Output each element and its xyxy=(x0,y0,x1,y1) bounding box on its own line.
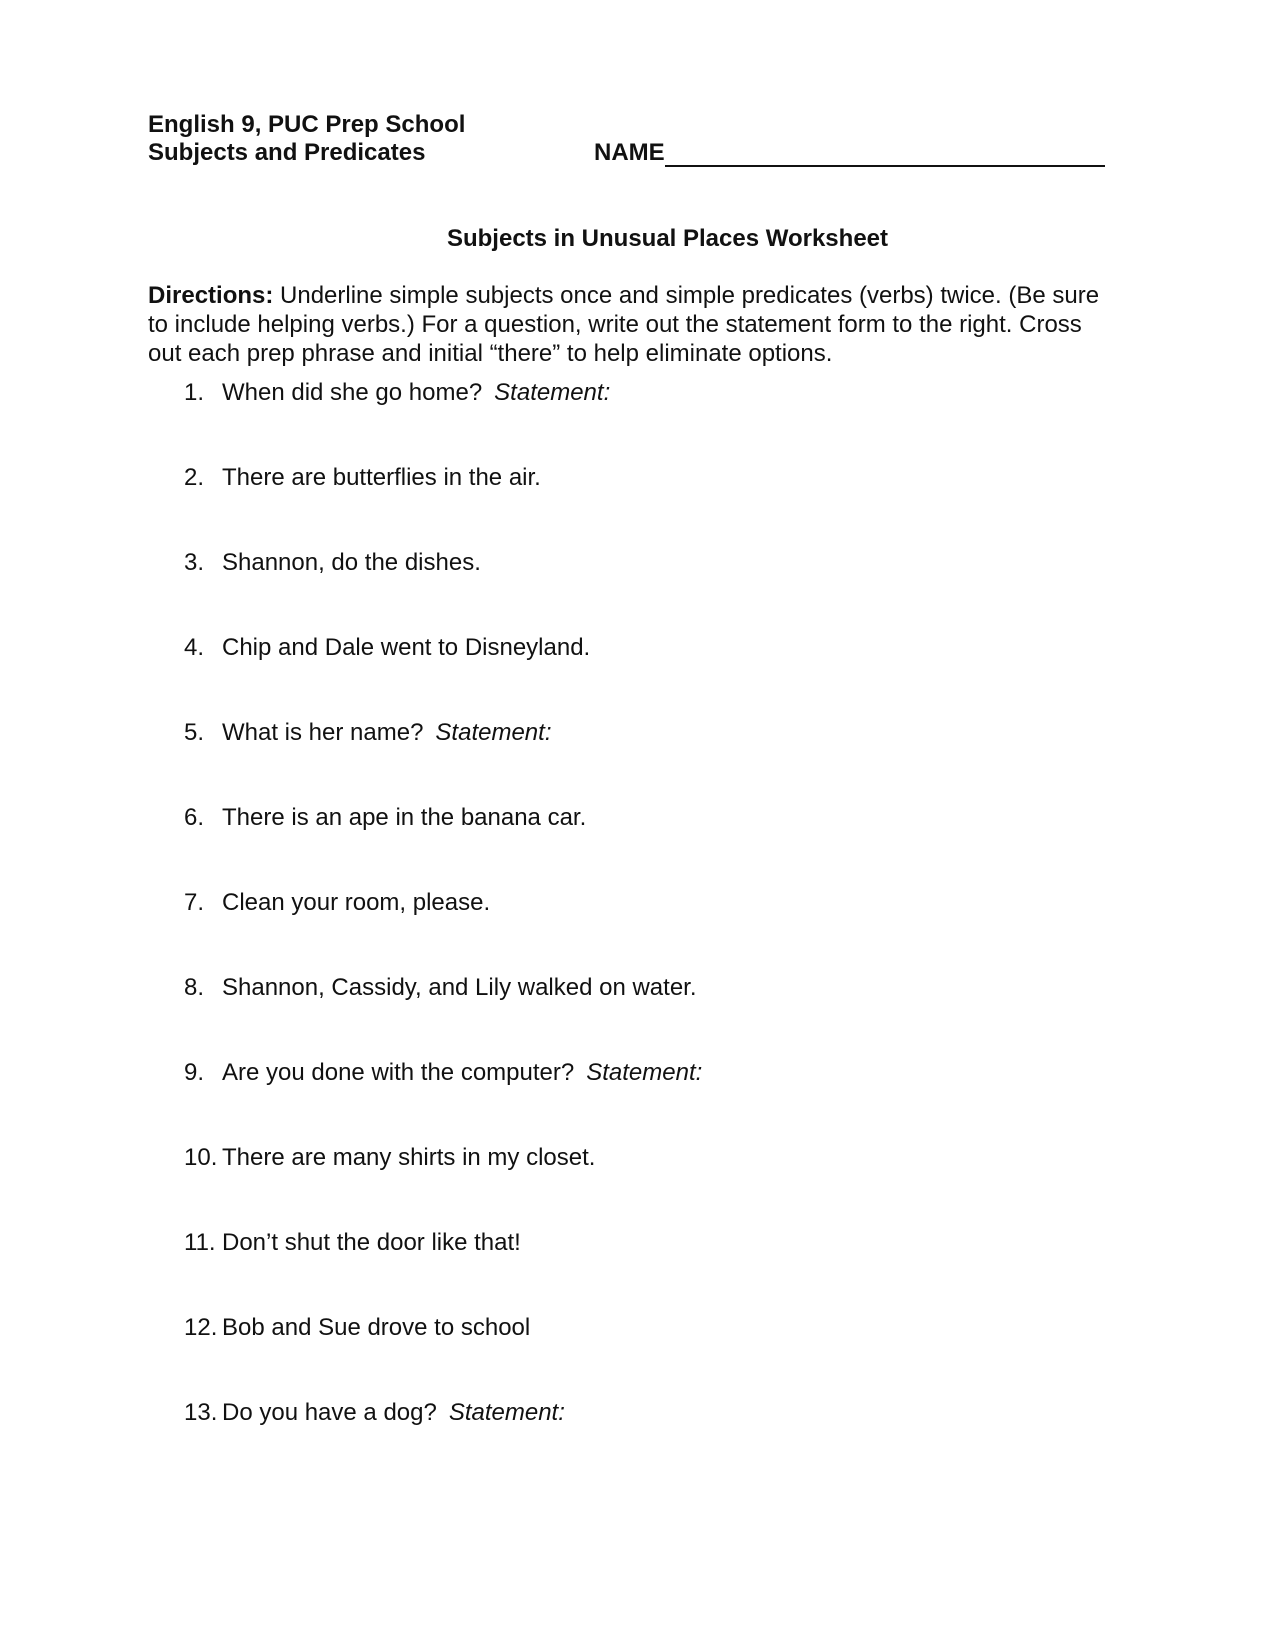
question-text: Bob and Sue drove to school xyxy=(222,1314,531,1341)
question-text: Chip and Dale went to Disneyland. xyxy=(222,634,591,661)
question-number: 3. xyxy=(184,549,205,576)
topic-heading: Subjects and Predicates xyxy=(148,139,426,166)
statement-label: Statement: xyxy=(494,379,611,406)
question-number: 1. xyxy=(184,379,205,406)
question-item xyxy=(184,1314,530,1342)
question-text: When did she go home? xyxy=(222,379,483,406)
statement-label: Statement: xyxy=(435,719,552,746)
question-item xyxy=(184,804,586,832)
question-item xyxy=(184,889,490,917)
question-item xyxy=(184,719,551,747)
question-number: 12. xyxy=(184,1314,218,1341)
question-text: Do you have a dog? xyxy=(222,1399,437,1426)
question-text: Shannon, Cassidy, and Lily walked on water. xyxy=(222,974,697,1001)
question-text: What is her name? xyxy=(222,719,424,746)
question-number: 10. xyxy=(184,1144,218,1171)
worksheet-title: Subjects in Unusual Places Worksheet xyxy=(446,225,889,252)
question-item xyxy=(184,1229,521,1257)
question-text: There is an ape in the banana car. xyxy=(222,804,587,831)
statement-label: Statement: xyxy=(448,1399,565,1426)
question-item xyxy=(184,464,541,492)
question-number: 11. xyxy=(184,1229,216,1256)
question-number: 13. xyxy=(184,1399,218,1426)
question-number: 6. xyxy=(184,804,205,831)
question-number: 5. xyxy=(184,719,205,746)
question-text: Don’t shut the door like that! xyxy=(222,1229,521,1256)
question-item xyxy=(184,1399,565,1427)
directions-label: Directions: xyxy=(148,282,274,309)
question-text: There are many shirts in my closet. xyxy=(222,1144,596,1171)
question-item xyxy=(184,1059,702,1087)
question-number: 9. xyxy=(184,1059,205,1086)
course-heading: English 9, PUC Prep School xyxy=(148,111,466,138)
question-item xyxy=(184,634,590,662)
question-number: 4. xyxy=(184,634,205,661)
question-number: 2. xyxy=(184,464,205,491)
question-item xyxy=(184,1144,595,1172)
question-text: There are butterflies in the air. xyxy=(222,464,541,491)
question-item xyxy=(184,974,697,1002)
question-text: Shannon, do the dishes. xyxy=(222,549,481,576)
name-label: NAME xyxy=(594,139,665,166)
question-text: Are you done with the computer? xyxy=(222,1059,575,1086)
question-item xyxy=(184,379,610,407)
directions-text: Underline simple subjects once and simple predicates (verbs) twice. (Be sure to include helping verbs.) For a question, write out the statement form to the right. Cross out each prep phrase and initial “there” to help eliminate options. xyxy=(148,282,1100,367)
statement-label: Statement: xyxy=(586,1059,703,1086)
question-number: 8. xyxy=(184,974,205,1001)
question-item xyxy=(184,549,481,577)
question-text: Clean your room, please. xyxy=(222,889,491,916)
question-number: 7. xyxy=(184,889,205,916)
